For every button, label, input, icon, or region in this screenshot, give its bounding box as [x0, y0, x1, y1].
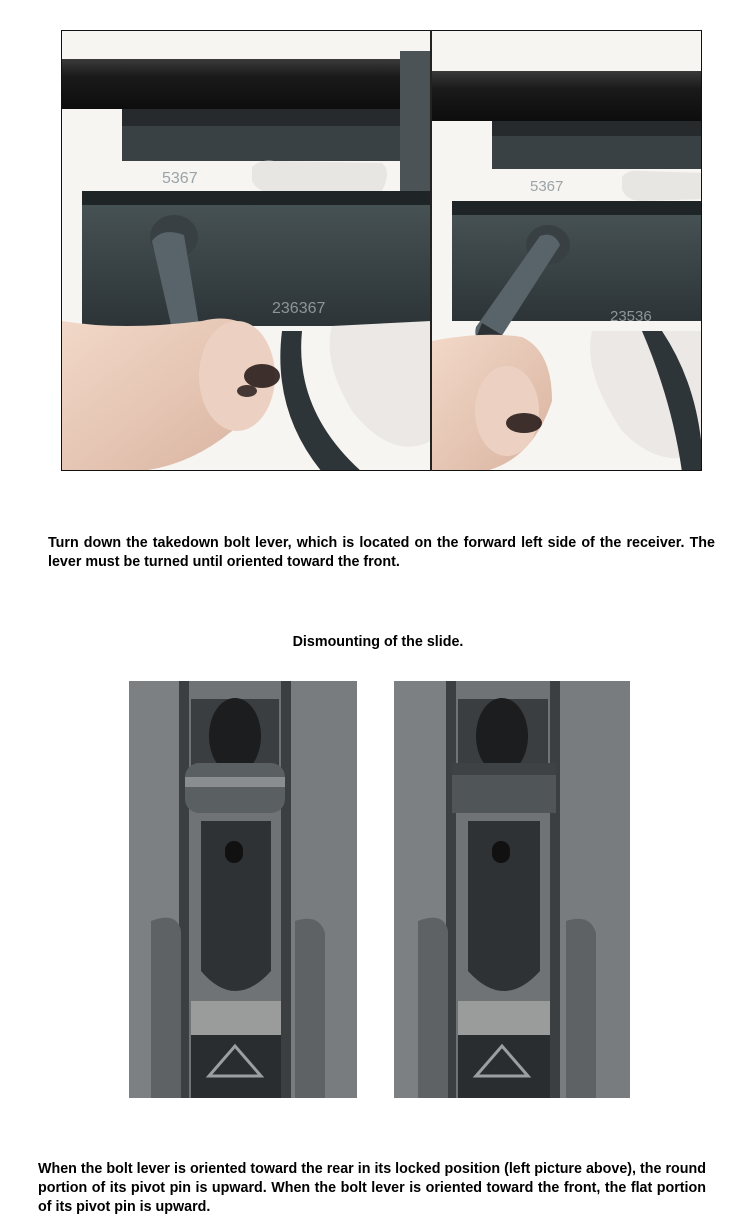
right-frame-serial: 23536 [610, 308, 652, 325]
takedown-lever-photo-svg [62, 31, 702, 471]
slide-unlocked-photo-svg [394, 681, 630, 1098]
slide-unlocked-photo [394, 681, 630, 1098]
left-slide-serial: 5367 [162, 170, 198, 187]
right-photo [432, 31, 702, 471]
slide-locked-photo [129, 681, 357, 1098]
section-title: Dismounting of the slide. [292, 634, 464, 651]
right-slide-serial: 5367 [530, 178, 564, 195]
slide-locked-photo-svg [129, 681, 357, 1098]
takedown-caption: Turn down the takedown bolt lever, which is located on the forward left side of the receiver. The lever must be turned until oriented toward the front. [48, 535, 715, 571]
left-frame-serial: 236367 [272, 300, 326, 317]
pivot-pin-caption: When the bolt lever is oriented toward the rear in its locked position (left picture above), the round portion of its pivot pin is upward. When the bolt lever is oriented toward the front, the flat portion of its pivot pin is upward. [38, 1161, 706, 1216]
left-photo [62, 31, 431, 471]
photo-divider [430, 30, 432, 471]
takedown-lever-photos [61, 30, 702, 471]
